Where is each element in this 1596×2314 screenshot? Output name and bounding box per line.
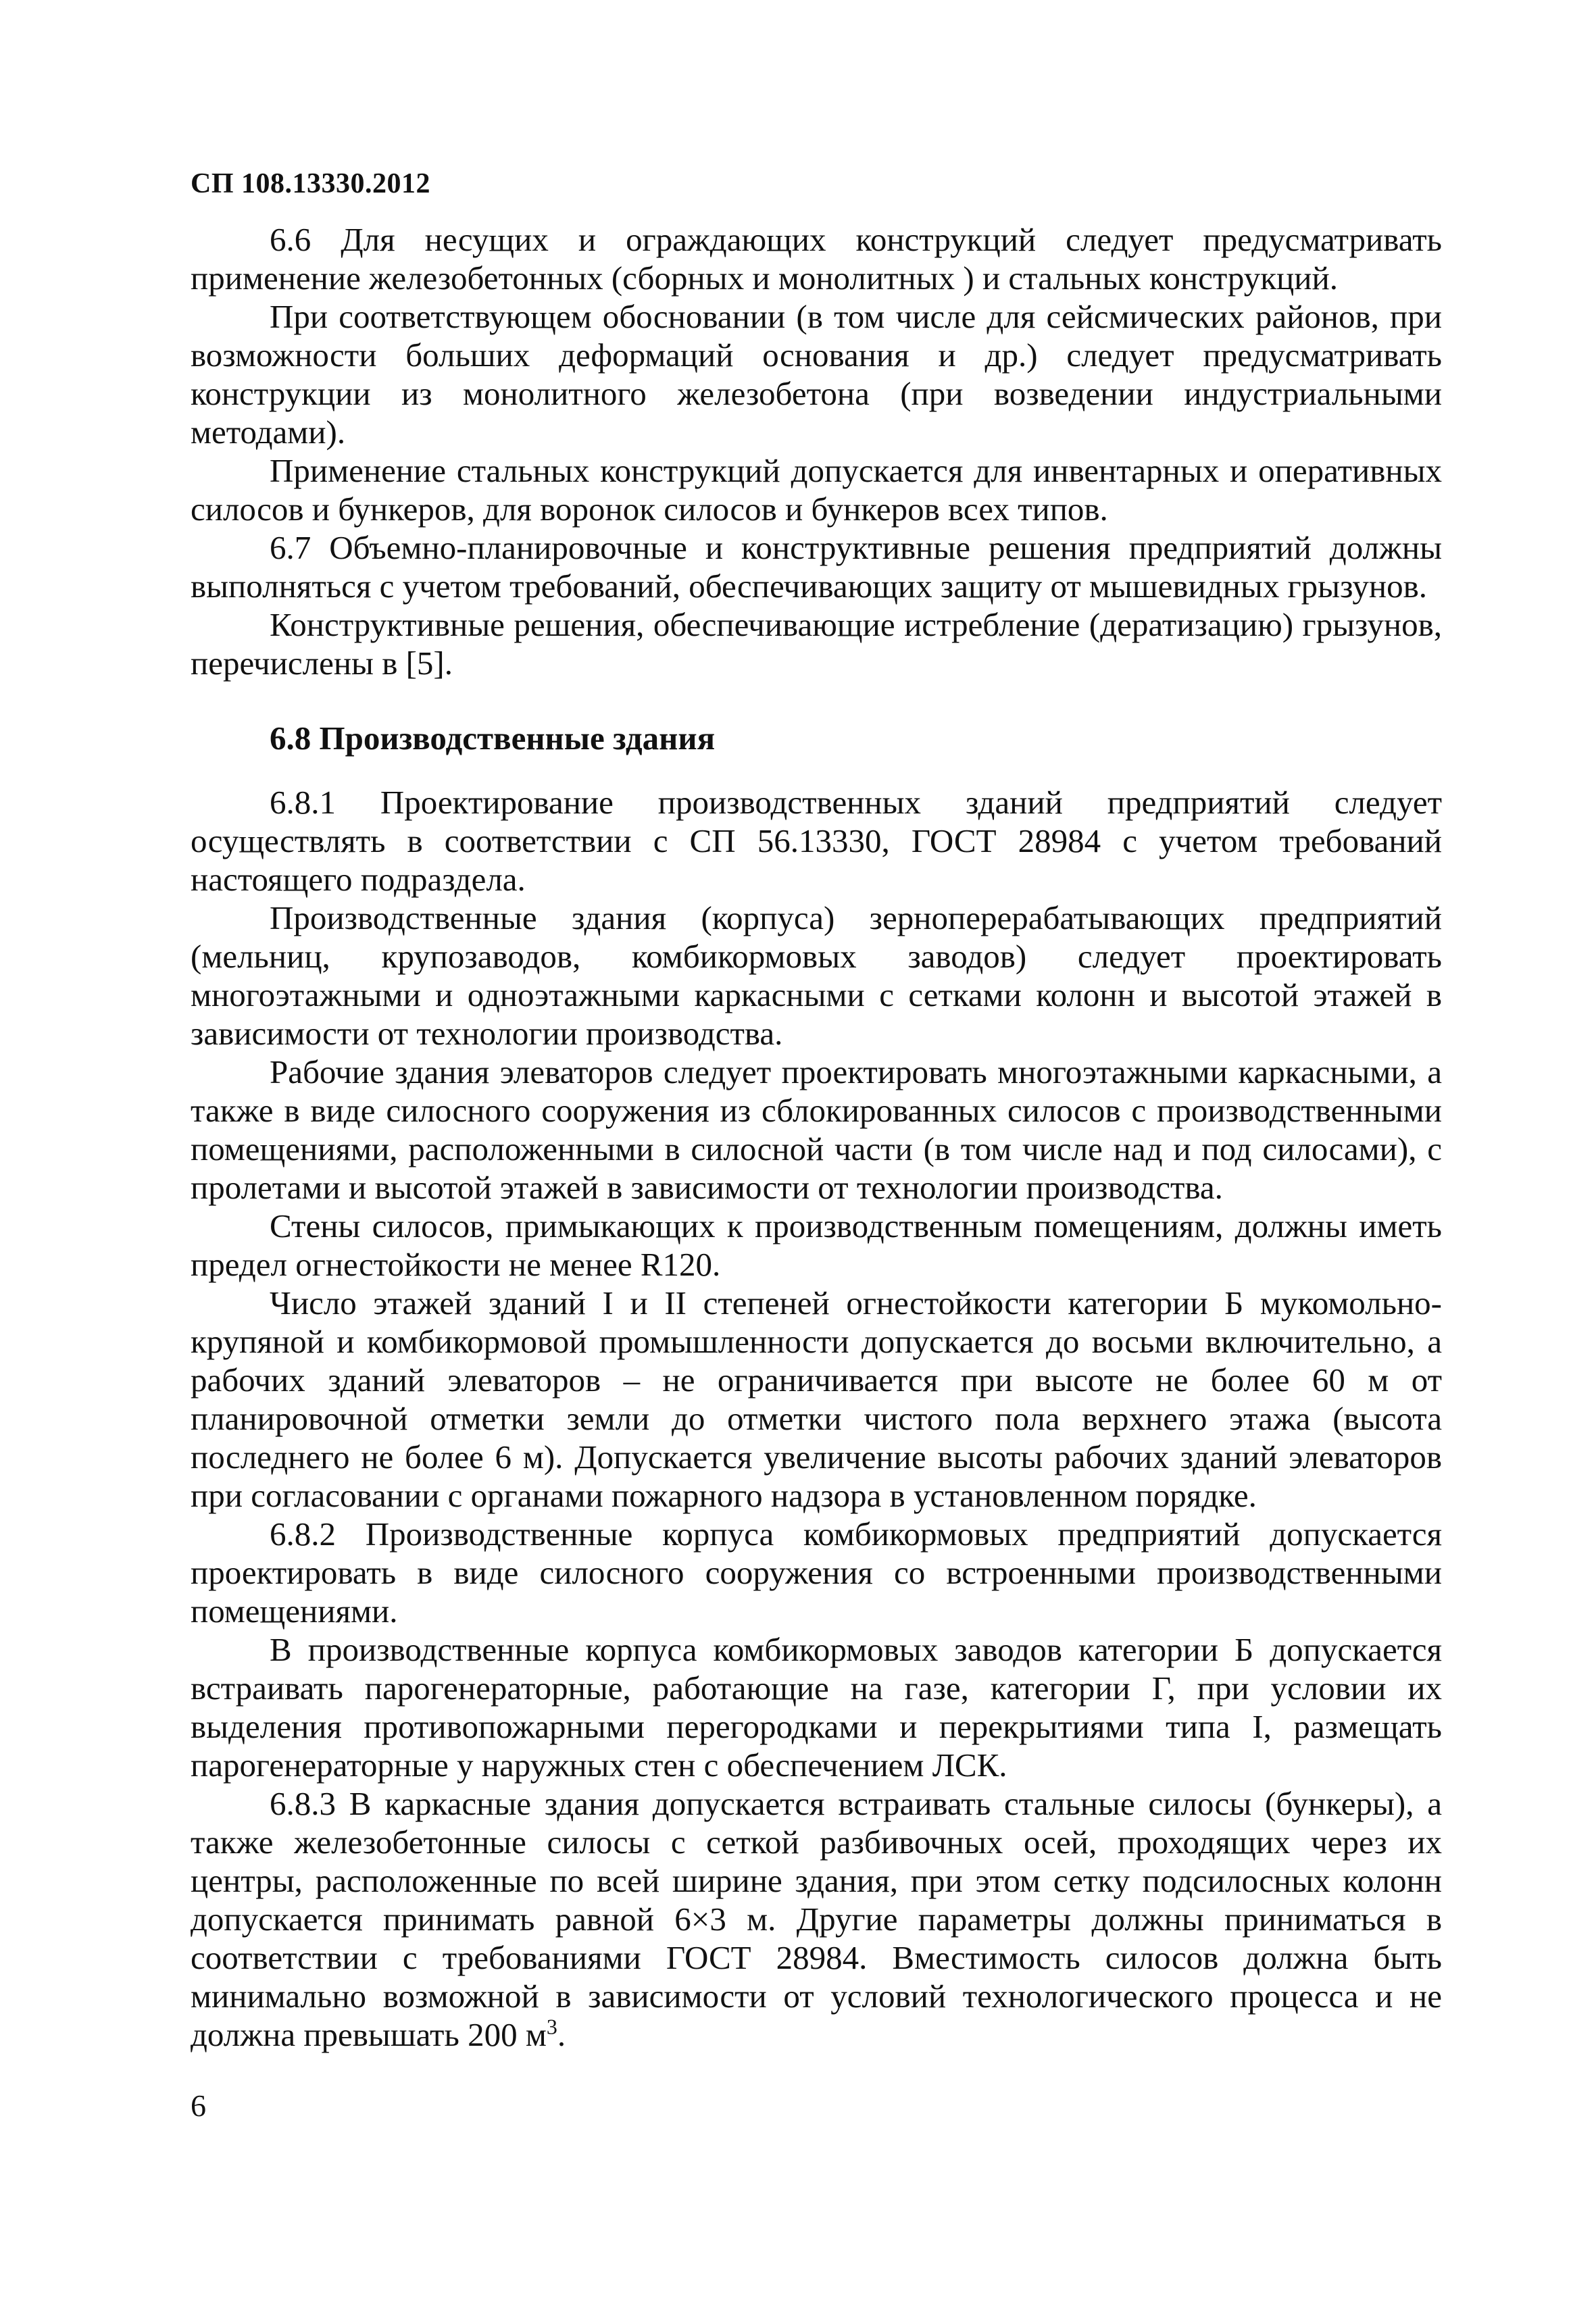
paragraph-6-8-2: 6.8.2 Производственные корпуса комбикормовых предприятий допускается проектировать в виде силосного сооружения со встроенными производственными помещениями.: [191, 1515, 1442, 1630]
paragraph-production-buildings: Производственные здания (корпуса) зерноперерабатывающих предприятий (мельниц, крупозаводов, комбикормовых заводов) следует проектировать многоэтажными и одноэтажными каркасными с сетками колонн и высотой этажей в зависимости от технологии производства.: [191, 899, 1442, 1052]
page-number: 6: [191, 2088, 206, 2123]
paragraph-silo-walls: Стены силосов, примыкающих к производственным помещениям, должны иметь предел огнестойкости не менее R120.: [191, 1207, 1442, 1283]
paragraph-6-8-1: 6.8.1 Проектирование производственных зданий предприятий следует осуществлять в соответствии с СП 56.13330, ГОСТ 28984 с учетом требований настоящего подраздела.: [191, 784, 1442, 898]
paragraph-steel-structures: Применение стальных конструкций допускается для инвентарных и оперативных силосов и бункеров, для воронок силосов и бункеров всех типов.: [191, 452, 1442, 528]
paragraph-6-8-3-end: .: [557, 2016, 566, 2053]
paragraph-6-7: 6.7 Объемно-планировочные и конструктивные решения предприятий должны выполняться с учетом требований, обеспечивающих защиту от мышевидных грызунов.: [191, 529, 1442, 605]
document-code-header: СП 108.13330.2012: [191, 168, 430, 199]
paragraph-rodent-control: Конструктивные решения, обеспечивающие истребление (дератизацию) грызунов, перечислены в [5].: [191, 606, 1442, 682]
paragraph-floor-count: Число этажей зданий I и II степеней огнестойкости категории Б мукомольно-крупяной и комбикормовой промышленности допускается до восьми включительно, а рабочих зданий элеваторов – не ограничивается при высоте не более 60 м от планировочной отметки земли до отметки чистого пола верхнего этажа (высота последнего не более 6 м). Допускается увеличение высоты рабочих зданий элеваторов при согласовании с органами пожарного надзора в установленном порядке.: [191, 1284, 1442, 1514]
paragraph-6-8-3-text: 6.8.3 В каркасные здания допускается встраивать стальные силосы (бункеры), а также железобетонные силосы с сеткой разбивочных осей, проходящих через их центры, расположенные по всей ширине здания, при этом сетку подсилосных колонн допускается принимать равной 6×3 м. Другие параметры должны приниматься в соответствии с требованиями ГОСТ 28984. Вместимость силосов должна быть минимально возможной в зависимости от условий технологического процесса и не должна превышать 200 м: [191, 1785, 1442, 2053]
document-body: [191, 220, 1442, 2054]
paragraph-elevator-buildings: Рабочие здания элеваторов следует проектировать многоэтажными каркасными, а также в виде силосного сооружения из сблокированных силосов с производственными помещениями, расположенными в силосной части (в том числе над и под силосами), с пролетами и высотой этажей в зависимости от технологии производства.: [191, 1053, 1442, 1206]
section-heading: 6.8 Производственные здания: [270, 720, 716, 757]
cubic-superscript: 3: [546, 2014, 557, 2039]
paragraph-6-6: 6.6 Для несущих и ограждающих конструкций следует предусматривать применение железобетонных (сборных и монолитных ) и стальных конструкций.: [191, 221, 1442, 297]
paragraph-6-8-3: [191, 1784, 1442, 2054]
paragraph-justification: При соответствующем обосновании (в том числе для сейсмических районов, при возможности больших деформаций основания и др.) следует предусматривать конструкции из монолитного железобетона (при возведении индустриальными методами).: [191, 298, 1442, 451]
paragraph-steam-generators: В производственные корпуса комбикормовых заводов категории Б допускается встраивать парогенераторные, работающие на газе, категории Г, при условии их выделения противопожарными перегородками и перекрытиями типа I, размещать парогенераторные у наружных стен с обеспечением ЛСК.: [191, 1631, 1442, 1784]
